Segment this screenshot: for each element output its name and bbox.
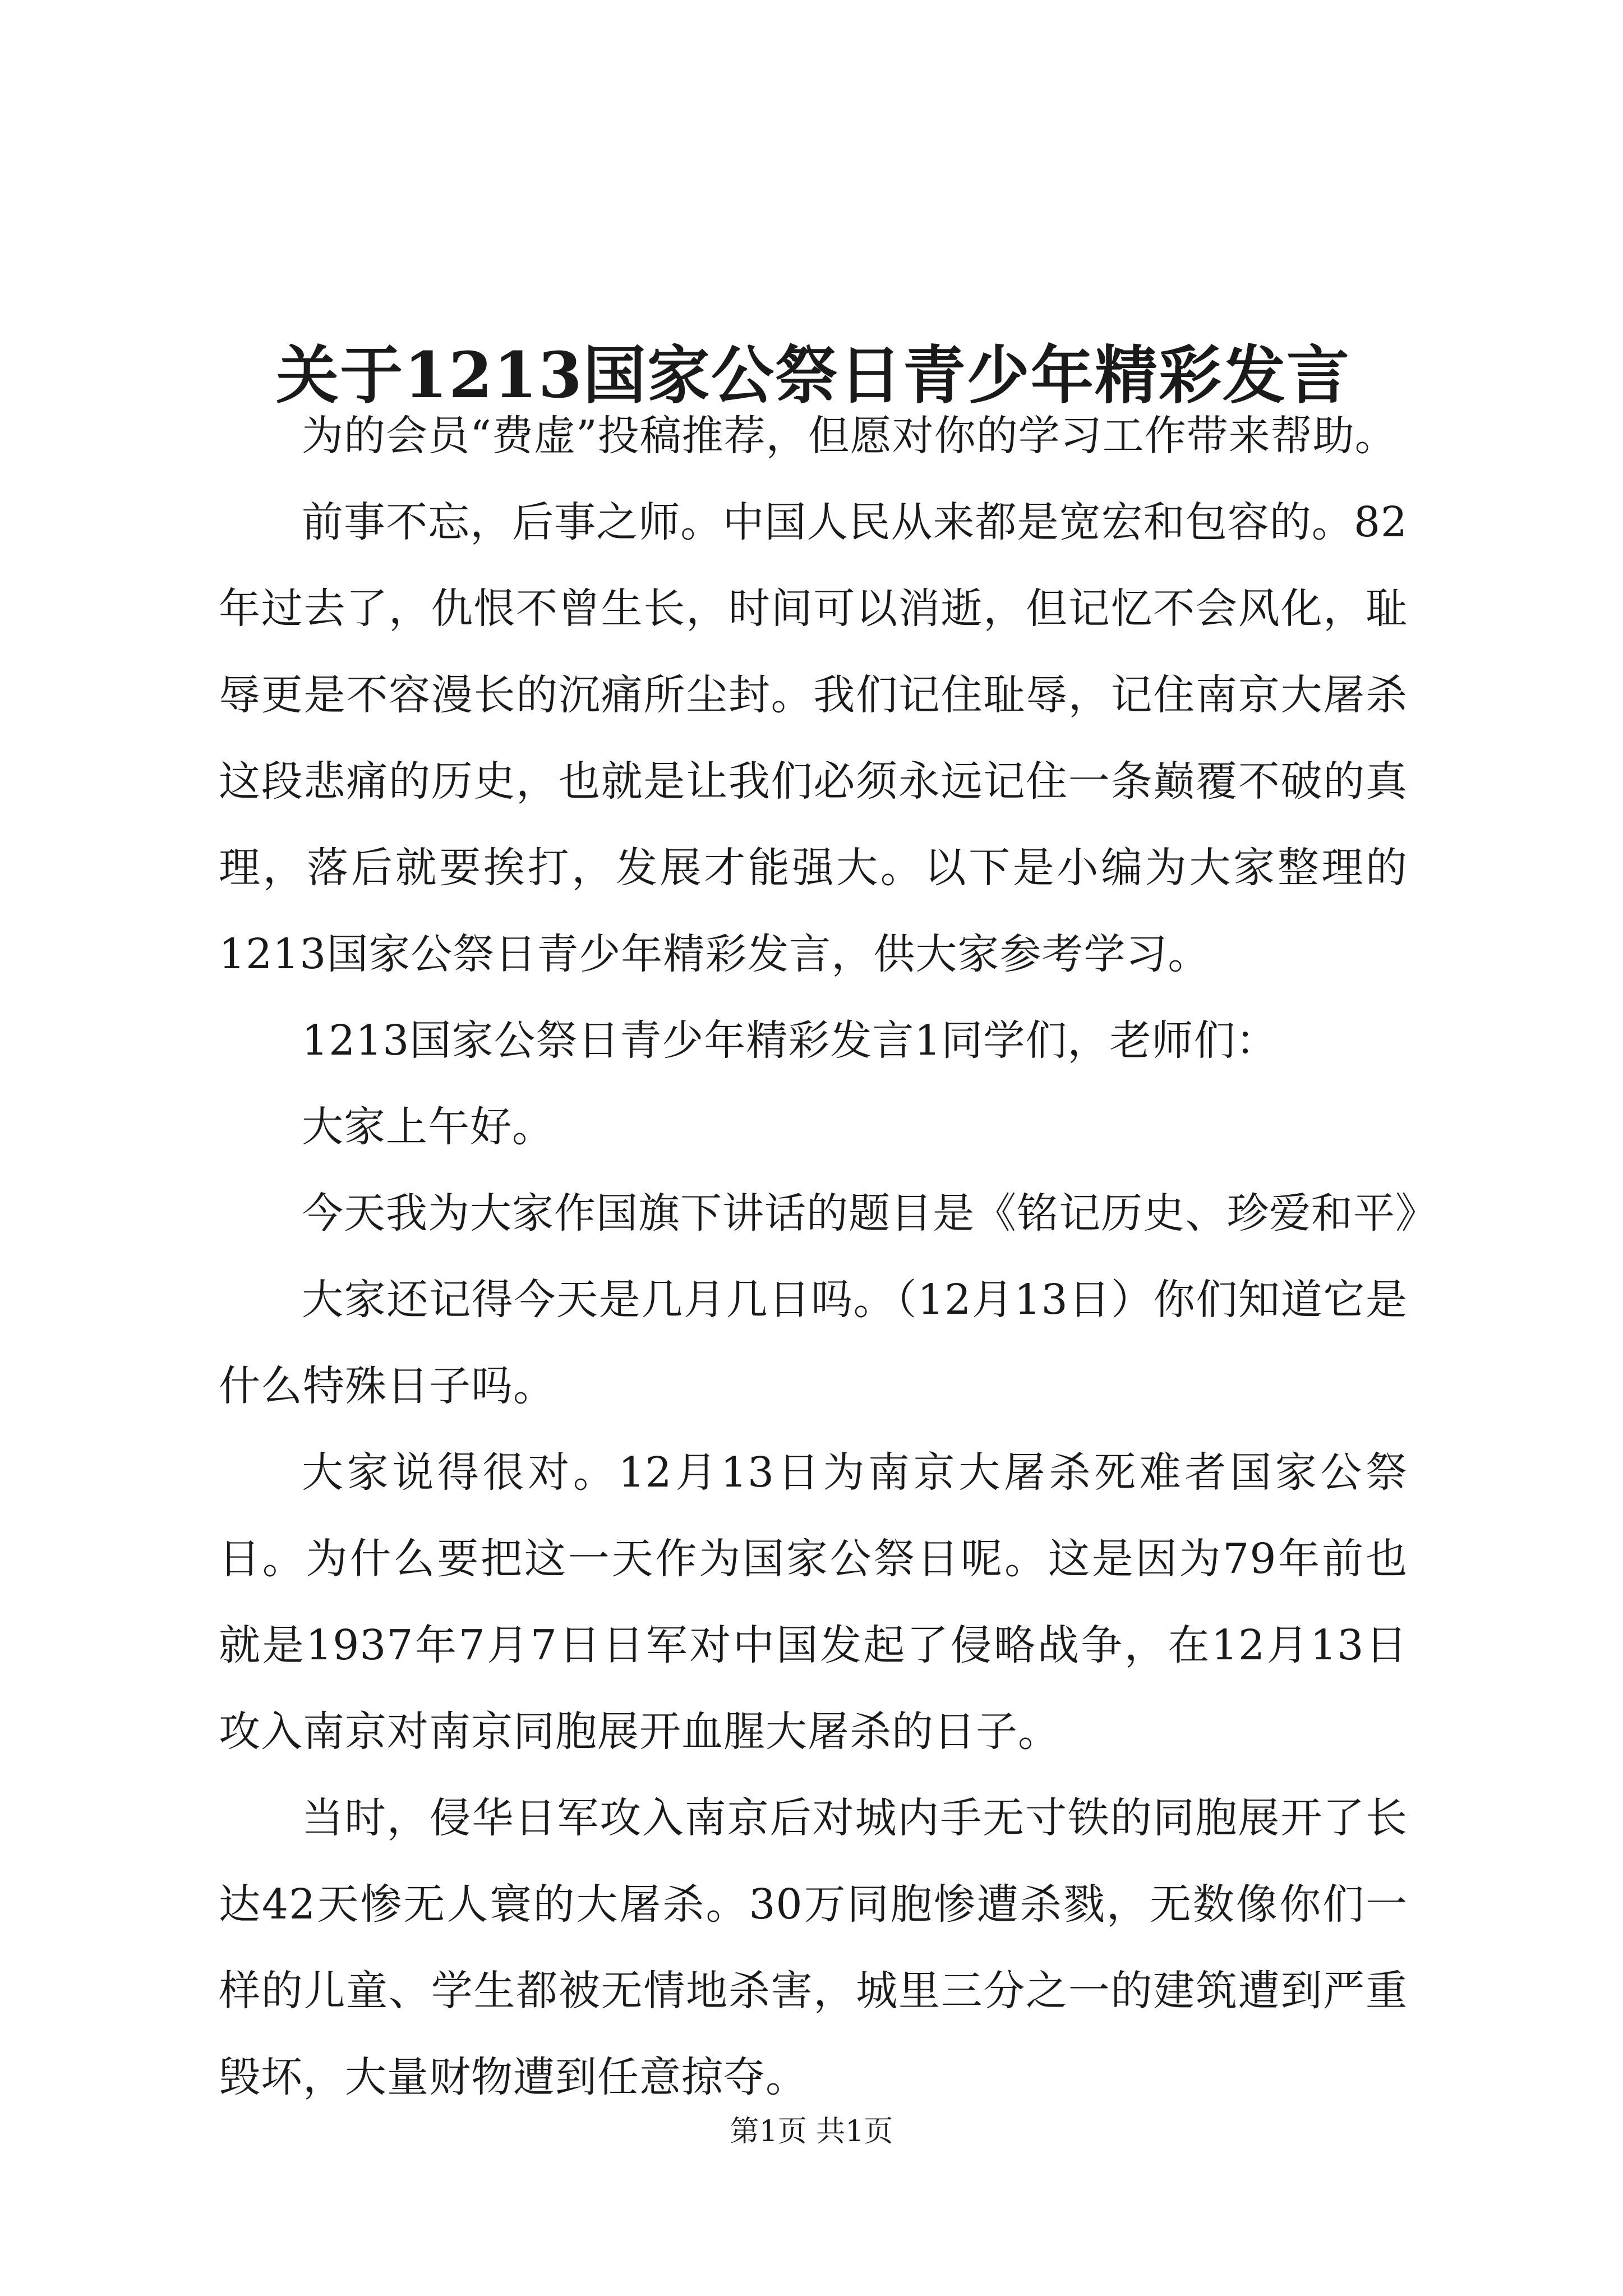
document-title: 关于1213国家公祭日青少年精彩发言 bbox=[276, 339, 1350, 413]
paragraph-question: 大家还记得今天是几月几日吗。（12月13日）你们知道它是什么特殊日子吗。 bbox=[219, 1276, 1408, 1410]
paragraph-greeting: 大家上午好。 bbox=[302, 1103, 554, 1151]
paragraph-speech-heading: 1213国家公祭日青少年精彩发言1同学们，老师们： bbox=[302, 1016, 1278, 1065]
paragraph-preface: 前事不忘，后事之师。中国人民从来都是宽宏和包容的。82年过去了，仇恨不曾生长，时间可以消逝，但记忆不会风化，耻辱更是不容漫长的沉痛所尘封。我们记住耻辱，记住南京大屠杀这段悲痛的历史，也就是让我们必须永远记住一条巅覆不破的真理，落后就要挨打，发展才能强大。以下是小编为大家整理的1213国家公祭日青少年精彩发言，供大家参考学习。 bbox=[219, 498, 1408, 978]
paragraph-intro: 为的会员“费虚”投稿推荐，但愿对你的学习工作带来帮助。 bbox=[302, 412, 1397, 460]
document-body bbox=[219, 393, 1437, 2120]
paragraph-massacre: 当时，侵华日军攻入南京后对城内手无寸铁的同胞展开了长达42天惨无人寰的大屠杀。30万同胞惨遭杀戮，无数像你们一样的儿童、学生都被无情地杀害，城里三分之一的建筑遭到严重毁坏，大量财物遭到任意掠夺。 bbox=[219, 1794, 1408, 2101]
paragraph-history: 大家说得很对。12月13日为南京大屠杀死难者国家公祭日。为什么要把这一天作为国家公祭日呢。这是因为79年前也就是1937年7月7日日军对中国发起了侵略战争，在12月13日攻入南京对南京同胞展开血腥大屠杀的日子。 bbox=[219, 1448, 1408, 1756]
paragraph-topic: 今天我为大家作国旗下讲话的题目是《铭记历史、珍爱和平》 bbox=[302, 1189, 1437, 1237]
page-number-footer: 第1页 共1页 bbox=[730, 2115, 893, 2148]
